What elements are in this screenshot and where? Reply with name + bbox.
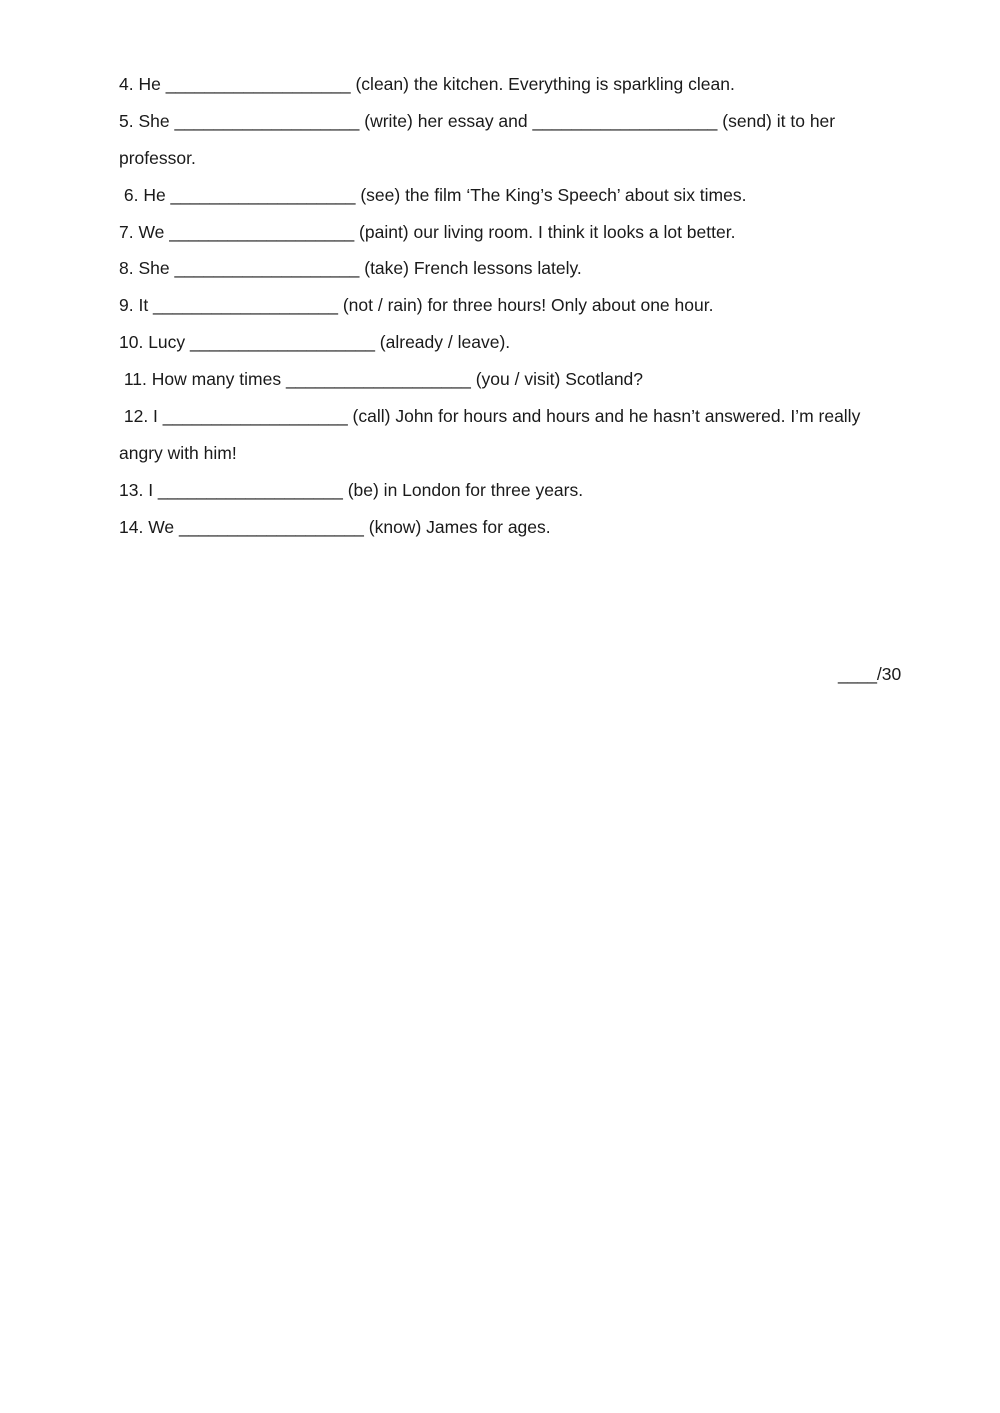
exercise-line-10: 10. Lucy ___________________ (already / leave). [119, 332, 511, 353]
exercise-line-7: 7. We ___________________ (paint) our living room. I think it looks a lot better. [119, 221, 736, 242]
exercise-line-6: 6. He ___________________ (see) the film ‘The King’s Speech’ about six times. [119, 184, 747, 205]
exercise-line-8: 8. She ___________________ (take) French lessons lately. [119, 258, 582, 279]
exercise-line-13: 13. I ___________________ (be) in London for three years. [119, 479, 584, 500]
exercise-line-5: 5. She ___________________ (write) her essay and ___________________ (send) it to her [119, 110, 836, 131]
exercise-line-12-continued: angry with him! [119, 442, 237, 463]
exercise-line-9: 9. It ___________________ (not / rain) for three hours! Only about one hour. [119, 295, 714, 316]
exercise-list [119, 66, 909, 546]
exercise-line-5-continued: professor. [119, 147, 196, 168]
exercise-line-14: 14. We ___________________ (know) James for ages. [119, 516, 551, 537]
exercise-line-11: 11. How many times ___________________ (you / visit) Scotland? [119, 369, 644, 390]
score-box: ____/30 [838, 664, 902, 684]
exercise-line-4: 4. He ___________________ (clean) the kitchen. Everything is sparkling clean. [119, 74, 735, 94]
exercise-line-12: 12. I ___________________ (call) John for hours and hours and he hasn’t answered. I’m really [119, 406, 861, 427]
